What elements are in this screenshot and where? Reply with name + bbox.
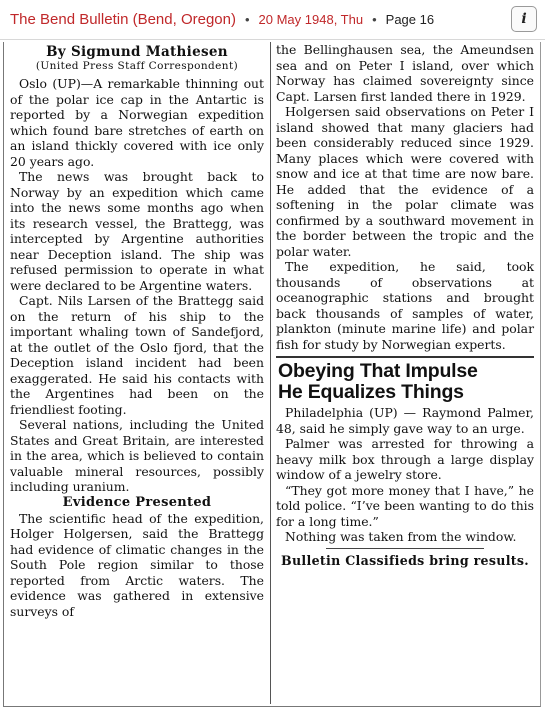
header-separator: • (244, 12, 250, 27)
article-paragraph: Capt. Nils Larsen of the Brattegg said on the return of his ship to the important whaling town of Sandefjord, at the outlet of the Oslo fjord, that the Deception island incident had been exaggerated. He said his contacts with the Argentines had been on the friendliest footing. (10, 293, 264, 417)
article-paragraph: The news was brought back to Norway by an expedition which came into the news some months ago when its research vessel, the Brattegg, was intercepted by Argentine authorities near Deception island. The ship was refused permission to operate in what were declared to be Argentine waters. (10, 169, 264, 293)
article-paragraph: Nothing was taken from the window. (285, 529, 517, 544)
article-paragraph: “They got more money that I have,” he told police. “I’ve been wanting to do this for a long time.” (276, 482, 534, 529)
headline-line: Obeying That Impulse (278, 360, 478, 382)
article-paragraph: The expedition, he said, took thousands of observations at oceanographic stations and brought back thousands of samples of water, plankton (minute marine life) and polar fish for study by Norwegian experts. (276, 259, 534, 352)
page-number: Page 16 (385, 12, 435, 27)
article-paragraph: Holgersen said observations on Peter I island showed that many glaciers had been considerably reduced since 1929. Many places which were covered with snow and ice at that time are now bare. He added that the evidence of a softening in the polar climate was confirmed by a southward movement in the border between the tropic and the polar water. (276, 104, 534, 259)
headline-line: He Equalizes Things (278, 381, 464, 403)
newspaper-clipping (3, 42, 541, 707)
article-credit: (United Press Staff Correspondent) (35, 60, 239, 72)
classifieds-tagline: Bulletin Classifieds bring results. (281, 552, 529, 568)
left-column (10, 42, 264, 619)
viewer-header (0, 0, 545, 40)
footer-rule (326, 548, 484, 549)
article-paragraph: Palmer was arrested for throwing a heavy milk box through a large display window of a jewelry store. (276, 436, 534, 482)
article-byline: By Sigmund Mathiesen (46, 44, 228, 60)
article-subhead: Evidence Presented (62, 494, 212, 510)
info-button[interactable] (511, 6, 537, 32)
column-divider (270, 42, 271, 704)
article-paragraph: Oslo (UP)—A remarkable thinning out of the polar ice cap in the Antartic is reported by a Norwegian expedition which found bare stretches of earth on an island thickly covered with ice only 20 years ago. (10, 76, 264, 169)
article-paragraph: the Bellinghausen sea, the Ameundsen sea and on Peter I island, over which Norway has claimed sovereignty since Capt. Larsen first landed there in 1929. (276, 42, 534, 104)
article-paragraph: Philadelphia (UP) — Raymond Palmer, 48, said he simply gave way to an urge. (276, 405, 534, 436)
publication-title: The Bend Bulletin (Bend, Oregon) (10, 11, 236, 28)
publication-date: 20 May 1948, Thu (258, 12, 364, 27)
right-column (276, 42, 534, 569)
article-separator-rule (276, 356, 534, 358)
header-separator: • (372, 12, 377, 27)
article-headline (278, 361, 534, 403)
info-icon: i (521, 11, 527, 27)
article-paragraph: Several nations, including the United States and Great Britain, are interested in the area, which is believed to contain valuable mineral resources, possibly including uranium. (10, 417, 264, 494)
article-paragraph: The scientific head of the expedition, Holger Holgersen, said the Brattegg had evidence of climatic changes in the South Pole region similar to those reported from Arctic waters. The evidence was gathered in extensive surveys of (10, 510, 264, 619)
